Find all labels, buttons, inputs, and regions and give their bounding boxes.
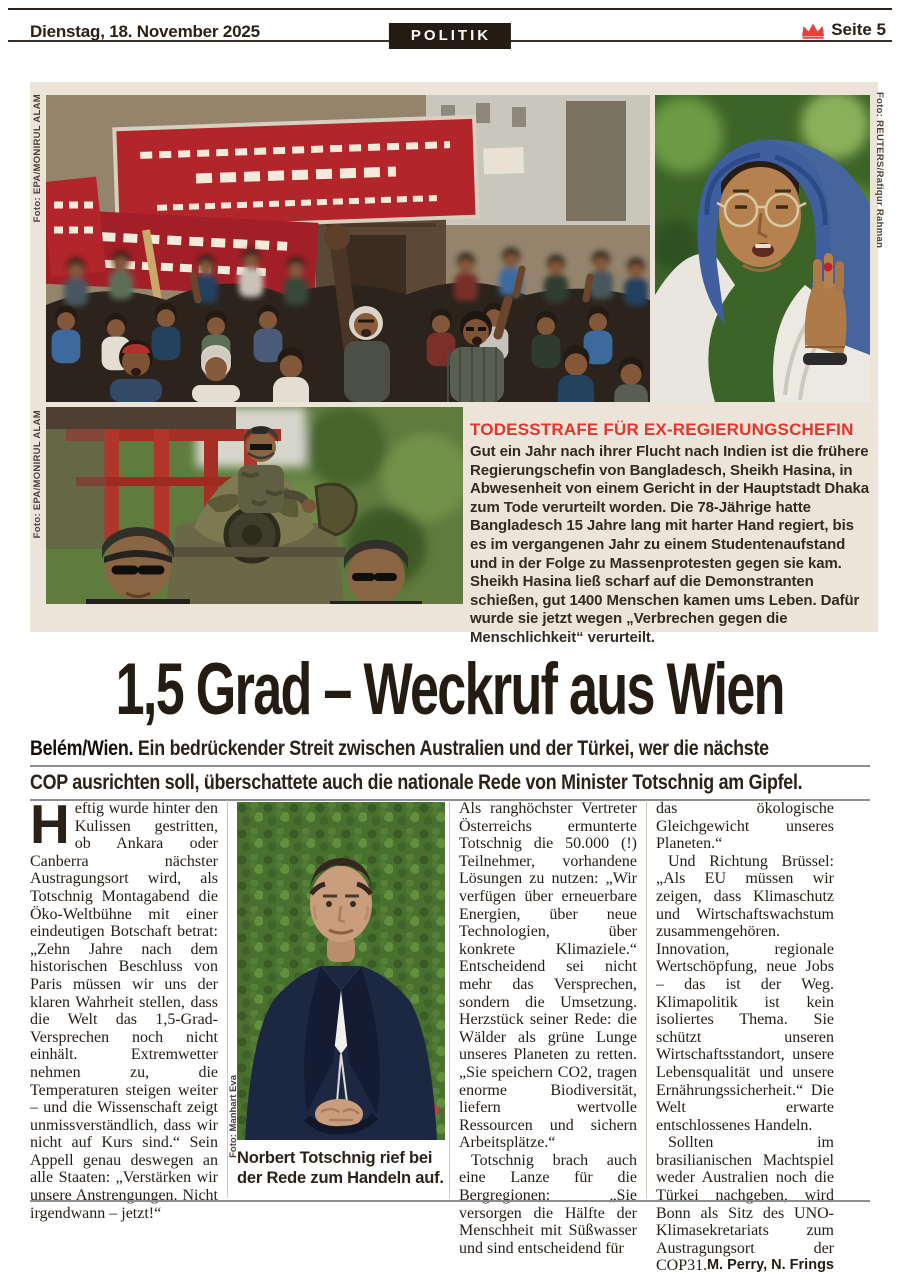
totschnig-photo bbox=[237, 802, 445, 1140]
lede-line-2 bbox=[30, 768, 870, 801]
main-headline-wrap bbox=[0, 648, 900, 731]
page-date: Dienstag, 18. November 2025 bbox=[30, 22, 260, 41]
totschnig-caption: Norbert Totschnig rief bei der Rede zum Handeln auf. bbox=[237, 1149, 444, 1187]
article-column-1 bbox=[30, 793, 227, 1222]
section-label: POLITIK bbox=[389, 23, 511, 49]
byline: M. Perry, N. Frings bbox=[706, 1257, 834, 1274]
bottom-rule bbox=[30, 1200, 870, 1202]
photo-credit-bottom-left: Foto: EPA/MONIRUL ALAM bbox=[32, 410, 43, 539]
hasina-photo-panel bbox=[30, 82, 885, 646]
totschnig-photo-credit: Foto: Manhart Eva bbox=[228, 1075, 239, 1158]
dropcap: H bbox=[30, 793, 70, 855]
article-column-2 bbox=[227, 800, 449, 1198]
column3-paragraph-1: Als ranghöchster Vertreter Österreichs ermunterte Totschnig die 50.000 (!) Teilnehmer, vorhandene Lösungen zu nutzen: „Wir verfügen über erneuerbare Energien, über neue Technologien, über konkrete Klimaziele.“ Entscheidend sei nicht mehr das Versprechen, sondern die Umsetzung. Herzstück seiner Rede: die Wälder als grüne Lunge unseres Planeten zu retten. „Sie speichern CO2, tragen enorme Biodiversität, liefern wertvolle Ressourcen und sichern Arbeitsplätze.“ bbox=[459, 800, 637, 1152]
lede bbox=[30, 734, 870, 801]
lede-line-1 bbox=[30, 734, 870, 767]
sheikh-hasina-photo bbox=[655, 95, 870, 402]
krone-crown-icon bbox=[801, 22, 825, 39]
column4-paragraph-2: Und Richtung Brüssel: „Als EU müssen wir zeigen, dass Klimaschutz und Wirtschaftswachstum zusammengehören. Innovation, regionale Wertschöpfung, neue Jobs – das ist der Weg. Klimapolitik ist kein isoliertes Thema. Sie schützt unseren Wirtschaftsstandort, unsere Lebensqualität und unsere Ernährungssicherheit.“ Die Welt erwarte entschlossenes Handeln. bbox=[656, 852, 834, 1134]
military-vehicle-photo bbox=[46, 407, 463, 604]
photo-credit-top-left: Foto: EPA/MONIRUL ALAM bbox=[32, 94, 43, 223]
hasina-story-text bbox=[470, 420, 872, 648]
column4-paragraph-3: Sollten im brasilianischen Machtspiel weder Australien noch die Türkei nachgeben, wird Bonn als Sitz des UNO-Klimasekretariats zum Austragungsort der COP31. bbox=[656, 1134, 834, 1275]
column3-paragraph-2: Totschnig brach auch eine Lanze für die Bergregionen: „Sie versorgen die Hälfte der Menschheit mit Süßwasser und sind entscheidend für bbox=[459, 1151, 637, 1257]
hasina-body: Gut ein Jahr nach ihrer Flucht nach Indien ist die frühere Regierungschefin von Bangladesch, Sheikh Hasina, in Abwesenheit von einem Gericht in der Hauptstadt Dhaka zum Tode verurteilt worden. Die 78-Jährige hatte Bangladesch 15 Jahre lang mit harter Hand regiert, bis es im vergangenen Jahr zu einem Studentenaufstand und in der Folge zu Massenprotesten gegen sie kam. Sheikh Hasina ließ scharf auf die Demonstranten schießen, gut 1400 Menschen kamen ums Leben. Dafür wurde sie jetzt wegen „Verbrechen gegen die Menschlichkeit“ verurteilt. bbox=[470, 443, 869, 646]
article-column-4 bbox=[646, 800, 843, 1275]
lede-location: Belém/Wien. bbox=[30, 737, 134, 760]
column1-text: eftig wurde hinter den Kulissen gestritten, ob Ankara oder Canberra nächster Austragungsort wird, als Totschnig Montagabend die Öko-Weltbühne mit einer eindeutigen Botschaft betrat: „Zehn Jahre nach dem historischen Beschluss von Paris müssen wir uns der klaren Wahrheit stellen, dass die Welt das 1,5-Grad-Versprechen noch nicht einhält. Extremwetter nehmen zu, die Temperaturen steigen weiter – und die Wissenschaft zeigt unmissverständlich, dass wir nicht auf Kurs sind.“ Sein Appell genau deswegen an alle Staaten: „Verstärken wir unsere Anstrengungen. Nicht irgendwann – jetzt!“ bbox=[30, 800, 218, 1222]
photo-credit-right: Foto: REUTERS/Rafiqur Rahman bbox=[874, 92, 885, 249]
lede-line2-text: COP ausrichten soll, überschattete auch die nationale Rede von Minister Totschnig am Gipfel. bbox=[30, 771, 803, 794]
article-body bbox=[30, 793, 870, 1275]
protest-crowd-photo bbox=[46, 95, 650, 402]
main-headline: 1,5 Grad – Weckruf aus Wien bbox=[115, 649, 785, 731]
page-header bbox=[8, 8, 892, 50]
page-number-label: Seite 5 bbox=[831, 20, 886, 39]
page-number bbox=[801, 20, 886, 40]
article-column-3 bbox=[449, 800, 646, 1257]
lede-line1-text: Ein bedrückender Streit zwischen Australien und der Türkei, wer die nächste bbox=[133, 737, 769, 760]
column4-paragraph-1: das ökologische Gleichgewicht unseres Planeten.“ bbox=[656, 800, 834, 853]
hasina-kicker: TODESSTRAFE FÜR EX-REGIERUNGSCHEFIN bbox=[470, 420, 854, 439]
